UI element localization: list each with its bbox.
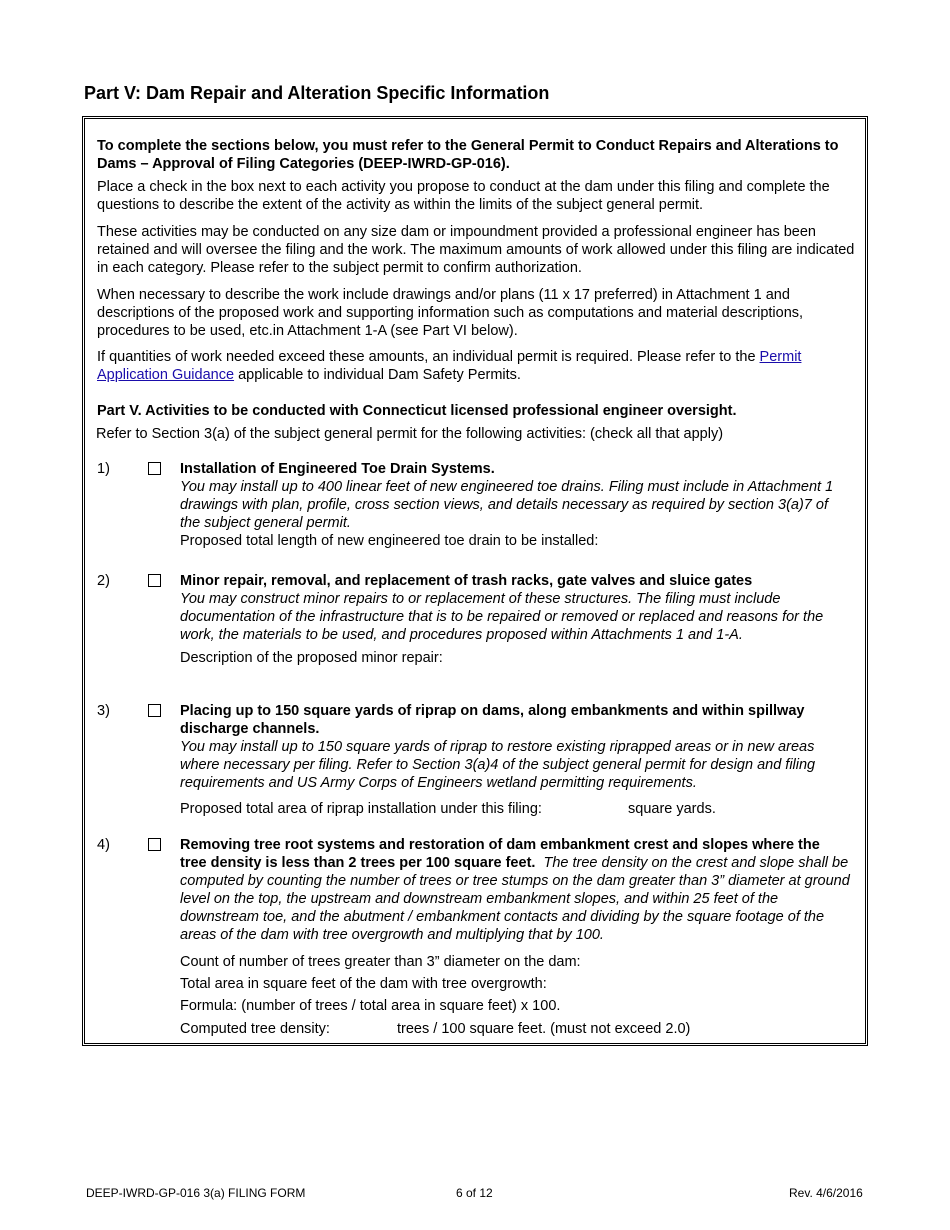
item-2-title: Minor repair, removal, and replacement of trash racks, gate valves and sluice gates (180, 573, 753, 589)
footer-page-number: 6 of 12 (456, 1186, 493, 1200)
item-4-checkbox[interactable] (148, 838, 161, 851)
intro-heading: To complete the sections below, you must refer to the General Permit to Conduct Repairs and Alterations to Dams – Approval of Filing Categories (DEEP-IWRD-GP-016). (97, 138, 839, 172)
item-4-question-4: Computed tree density: (180, 1021, 330, 1037)
intro-paragraph-4 (97, 348, 857, 384)
intro-paragraph-3: When necessary to describe the work include drawings and/or plans (11 x 17 preferred) in Attachment 1 and descriptions of the proposed work and supporting information such as computations and material descriptions, procedures to be used, etc.in Attachment 1-A (see Part VI below). (97, 287, 804, 339)
item-3-unit: square yards. (628, 801, 716, 817)
item-3-checkbox[interactable] (148, 704, 161, 717)
intro-paragraph-2: These activities may be conducted on any size dam or impoundment provided a professional engineer has been retained and will oversee the filing and the work. The maximum amounts of work allowed under this filing are indicated in each category. Please refer to the subject permit to confirm authorization. (97, 224, 855, 276)
item-1-description: You may install up to 400 linear feet of new engineered toe drains. Filing must include in Attachment 1 drawings with plan, profile, cross section views, and details necessary as required by section 3(a)7 of the subject general permit. (180, 479, 834, 531)
intro-paragraph-1: Place a check in the box next to each activity you propose to conduct at the dam under this filing and complete the questions to describe the extent of the activity as within the limits of the subject general permit. (97, 179, 830, 213)
item-4-number: 4) (97, 837, 110, 853)
item-1-question: Proposed total length of new engineered toe drain to be installed: (180, 533, 599, 549)
item-4-question-1: Count of number of trees greater than 3” diameter on the dam: (180, 954, 581, 970)
permit-guidance-link[interactable]: Permit Application Guidance (97, 349, 802, 383)
item-3-title: Placing up to 150 square yards of riprap on dams, along embankments and within spillway discharge channels. (180, 703, 805, 737)
item-4-question-3: Formula: (number of trees / total area in square feet) x 100. (180, 998, 561, 1014)
page-title: Part V: Dam Repair and Alteration Specific Information (84, 83, 550, 103)
item-4-description: The tree density on the crest and slope shall be computed by counting the number of trees or tree stumps on the dam greater than 3” diameter at ground level on the top, the upstream and downstream embankment slopes, and within 25 feet of the downstream toe, and the abutment / embankment contacts and dividing by the square footage of the areas of the dam with tree overgrowth and multiplying that by 100. (180, 855, 850, 943)
item-2-checkbox[interactable] (148, 574, 161, 587)
intro-p4-text: If quantities of work needed exceed these amounts, an individual permit is required. Please refer to the (97, 349, 760, 365)
item-2-number: 2) (97, 573, 110, 589)
section-heading: Part V. Activities to be conducted with Connecticut licensed professional engineer oversight. (97, 403, 737, 419)
item-2-question: Description of the proposed minor repair: (180, 650, 443, 666)
section-refer: Refer to Section 3(a) of the subject general permit for the following activities: (check all that apply) (96, 426, 724, 442)
item-4-text (180, 836, 850, 944)
footer-revision: Rev. 4/6/2016 (789, 1186, 863, 1200)
item-2-description: You may construct minor repairs to or replacement of these structures. The filing must include documentation of the infrastructure that is to be repaired or removed or replaced and reasons for the work, the materials to be used, and procedures proposed within Attachments 1 and 1-A. (180, 591, 824, 643)
item-3-number: 3) (97, 703, 110, 719)
item-3-description: You may install up to 150 square yards of riprap to restore existing riprapped areas or in new areas where necessary per filing. Refer to Section 3(a)4 of the subject general permit for design and filing requirements and US Army Corps of Engineers wetland permitting requirements. (180, 739, 816, 791)
item-1-checkbox[interactable] (148, 462, 161, 475)
item-1-title: Installation of Engineered Toe Drain Systems. (180, 461, 495, 477)
item-4-unit: trees / 100 square feet. (must not exceed 2.0) (397, 1021, 691, 1037)
footer-form-id: DEEP-IWRD-GP-016 3(a) FILING FORM (86, 1186, 306, 1200)
item-4-title: Removing tree root systems and restoration of dam embankment crest and slopes where the tree density is less than 2 trees per 100 square feet. (180, 837, 820, 871)
intro-p4-text-end: applicable to individual Dam Safety Permits. (234, 367, 521, 383)
item-1-number: 1) (97, 461, 110, 477)
item-3-question: Proposed total area of riprap installation under this filing: (180, 801, 542, 817)
item-4-question-2: Total area in square feet of the dam with tree overgrowth: (180, 976, 547, 992)
